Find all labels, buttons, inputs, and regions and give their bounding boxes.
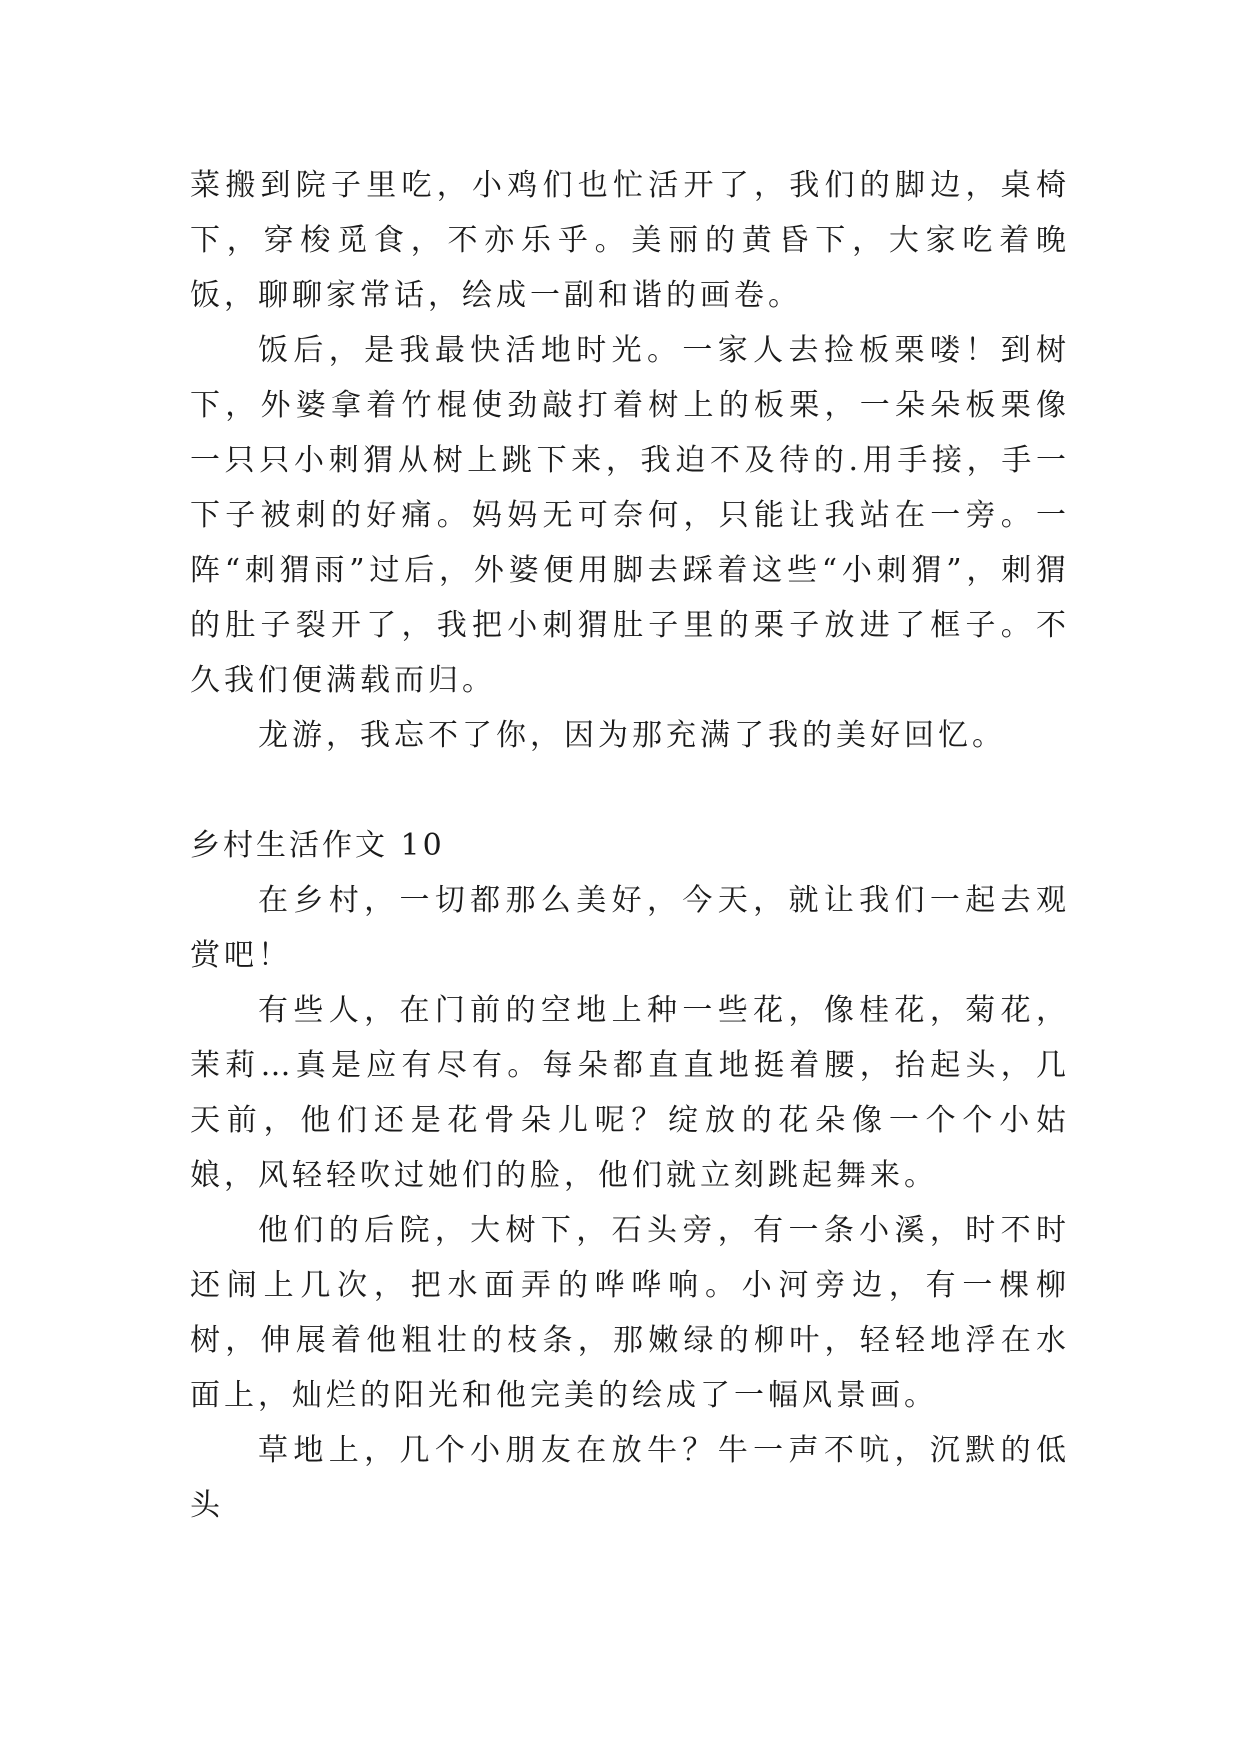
paragraph-intro: 在乡村，一切都那么美好，今天，就让我们一起去观赏吧！ [190,883,1070,973]
paragraph-meadow: 草地上，几个小朋友在放牛？牛一声不吭，沉默的低头 [190,1433,1070,1523]
paragraph-flowers: 有些人，在门前的空地上种一些花，像桂花，菊花，茉莉…真是应有尽有。每朵都直直地挺着腰，抬起头，几天前，他们还是花骨朵儿呢？绽放的花朵像一个个小姑娘，风轻轻吹过她们的脸，他们就立刻跳起舞来。 [190,993,1070,1193]
section-spacer [190,763,1070,818]
paragraph-chestnut-picking: 饭后，是我最快活地时光。一家人去捡板栗喽！到树下，外婆拿着竹棍使劲敲打着树上的板栗，一朵朵板栗像一只只小刺猬从树上跳下来，我迫不及待的.用手接，手一下子被刺的好痛。妈妈无可奈何，只能让我站在一旁。一阵“刺猬雨”过后，外婆便用脚去踩着这些“小刺猬”，刺猬的肚子裂开了，我把小刺猬肚子里的栗子放进了框子。不久我们便满载而归。 [190,333,1070,698]
document-body [190,158,1070,1533]
paragraph-longyou-memory: 龙游，我忘不了你，因为那充满了我的美好回忆。 [258,718,1006,753]
paragraph-continued: 菜搬到院子里吃，小鸡们也忙活开了，我们的脚边，桌椅下，穿梭觅食，不亦乐乎。美丽的黄昏下，大家吃着晚饭，聊聊家常话，绘成一副和谐的画卷。 [190,168,1070,313]
paragraph-creek: 他们的后院，大树下，石头旁，有一条小溪，时不时还闹上几次，把水面弄的哗哗响。小河旁边，有一棵柳树，伸展着他粗壮的枝条，那嫩绿的柳叶，轻轻地浮在水面上，灿烂的阳光和他完美的绘成了一幅风景画。 [190,1213,1070,1413]
section-title: 乡村生活作文 10 [190,828,445,863]
